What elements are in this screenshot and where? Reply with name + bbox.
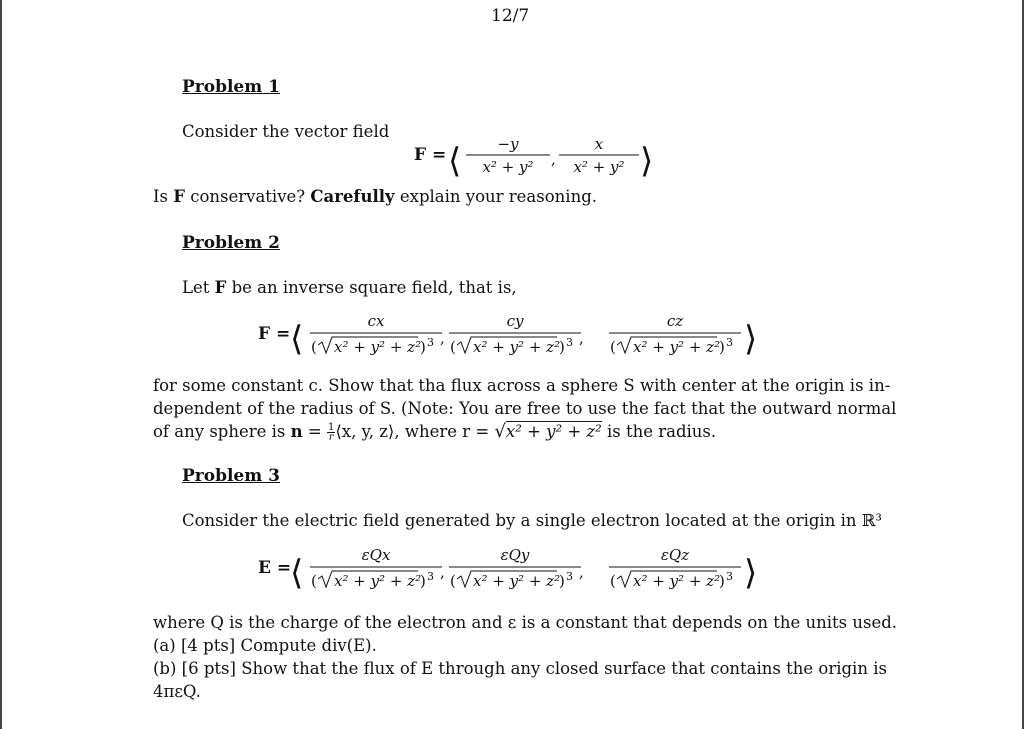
eq3-paren-open-2: ( [450, 572, 456, 590]
eq2-denominator-1: x² + y² + z² [334, 338, 422, 356]
problem-3-electric-field-equation [256, 543, 776, 595]
eq2-comma-1: , [440, 329, 445, 347]
eq1-numerator-1: −y [497, 135, 519, 153]
eq3-power-3: 3 [726, 570, 733, 583]
eq2-paren-close-3: ) [719, 338, 725, 356]
eq3-paren-open-3: ( [610, 572, 616, 590]
eq3-close-angle: ⟩ [744, 553, 758, 593]
eq3-power-2: 3 [566, 570, 573, 583]
eq3-denominator-1: x² + y² + z² [334, 572, 422, 590]
problem-2-body-line-2: dependent of the radius of S. (Note: You are free to use the fact that the outward normal [153, 399, 897, 418]
eq1-comma: , [551, 150, 556, 168]
eq3-paren-open-1: ( [311, 572, 317, 590]
problem-3-body-line-1: where Q is the charge of the electron and ε is a constant that depends on the units used. [153, 613, 898, 632]
problem-3-part-b: (b) [6 pts] Show that the flux of E through any closed surface that contains the origin is [153, 659, 887, 678]
eq2-power-3: 3 [726, 336, 733, 349]
eq2-numerator-3: cz [666, 312, 684, 330]
problem-1-question: Is F conservative? Carefully explain your reasoning. [153, 187, 598, 206]
problem-2-heading: Problem 2 [182, 233, 280, 253]
problem-3-part-b-end: 4πεQ. [153, 682, 201, 701]
eq2-lhs: F = [258, 324, 291, 344]
eq1-denominator-1: x² + y² [482, 158, 534, 176]
eq3-paren-close-2: ) [559, 572, 565, 590]
problem-3-part-a: (a) [4 pts] Compute div(E). [153, 636, 377, 655]
eq2-comma-2: , [579, 329, 584, 347]
eq3-power-1: 3 [427, 570, 434, 583]
eq3-lhs: E = [258, 558, 292, 578]
eq2-close-angle: ⟩ [744, 319, 758, 359]
eq2-numerator-1: cx [367, 312, 385, 330]
eq3-comma-2: , [579, 563, 584, 581]
problem-2-intro: Let F be an inverse square field, that is, [182, 278, 517, 297]
problem-1-vector-field-equation [410, 132, 654, 182]
problem-2-body-line-3: of any sphere is n = $\frac{1}{r}$ ⟨x, y, z⟩, where r = √x² + y² + z² is the radius. [153, 421, 717, 443]
eq1-lhs: F = [414, 145, 447, 165]
page-number: 12/7 [491, 6, 530, 26]
eq2-power-1: 3 [427, 336, 434, 349]
problem-2-body-line-1: for some constant c. Show that tha flux across a sphere S with center at the origin is in- [153, 376, 891, 395]
eq2-paren-open-1: ( [311, 338, 317, 356]
eq2-paren-open-3: ( [610, 338, 616, 356]
eq2-paren-close-2: ) [559, 338, 565, 356]
eq3-numerator-2: εQy [500, 546, 530, 564]
eq3-paren-close-3: ) [719, 572, 725, 590]
problem-1-heading: Problem 1 [182, 77, 280, 97]
eq3-open-angle: ⟨ [290, 553, 304, 593]
eq3-comma-1: , [440, 563, 445, 581]
problem-2-inverse-square-field-equation [256, 309, 776, 361]
problem-3-heading: Problem 3 [182, 466, 280, 486]
eq2-denominator-2: x² + y² + z² [473, 338, 561, 356]
eq3-numerator-1: εQx [361, 546, 391, 564]
eq2-open-angle: ⟨ [290, 319, 304, 359]
eq3-numerator-3: εQz [660, 546, 690, 564]
eq1-close-angle: ⟩ [640, 141, 654, 181]
problem-3-intro: Consider the electric field generated by a single electron located at the origin in ℝ³ [182, 511, 883, 530]
eq2-numerator-2: cy [506, 312, 524, 330]
eq2-paren-open-2: ( [450, 338, 456, 356]
problem-1-intro: Consider the vector field [182, 122, 390, 141]
eq1-open-angle: ⟨ [448, 141, 462, 181]
page-left-border [0, 0, 2, 729]
eq3-paren-close-1: ) [420, 572, 426, 590]
eq2-power-2: 3 [566, 336, 573, 349]
eq1-denominator-2: x² + y² [573, 158, 625, 176]
eq3-denominator-3: x² + y² + z² [633, 572, 721, 590]
eq2-paren-close-1: ) [420, 338, 426, 356]
eq2-denominator-3: x² + y² + z² [633, 338, 721, 356]
eq3-denominator-2: x² + y² + z² [473, 572, 561, 590]
eq1-numerator-2: x [594, 135, 604, 153]
